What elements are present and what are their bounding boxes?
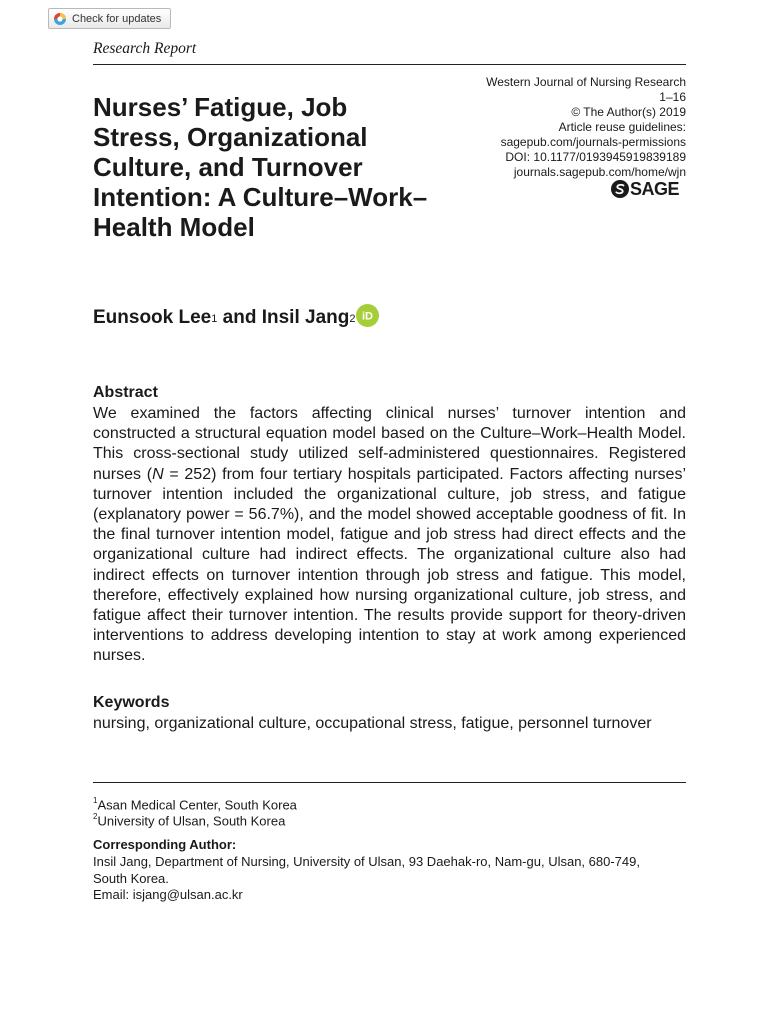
affiliation-1-text: Asan Medical Center, South Korea <box>97 797 297 813</box>
affiliation-1-marker: 1 <box>93 796 98 805</box>
sage-mark-icon <box>611 180 629 198</box>
journal-homepage-link[interactable]: journals.sagepub.com/home/wjn <box>513 165 686 179</box>
crossmark-icon <box>54 13 66 25</box>
keywords-heading: Keywords <box>93 694 170 711</box>
sample-size-symbol: N <box>152 465 164 483</box>
affiliation-2-marker: 2 <box>93 812 98 821</box>
corresponding-author-address: Insil Jang, Department of Nursing, University of Ulsan, 93 Daehak-ro, Nam-gu, Ulsan, 680-749, South Korea. <box>93 854 640 886</box>
journal-name: Western Journal of Nursing Research <box>486 75 686 89</box>
check-for-updates-label: Check for updates <box>72 12 162 25</box>
header-divider <box>93 64 686 65</box>
reuse-label: Article reuse guidelines: <box>558 120 686 134</box>
abstract-text-part-2: = 252) from four tertiary hospitals participated. Factors affecting nurses’ turnover intention included the organizational culture, job stress, and fatigue (explanatory power = 56.7%), and the model showed acceptable goodness of fit. In the final turnover intention model, fatigue and job stress had direct effects and the organizational culture had indirect effects. The organizational culture also had indirect effects on turnover intention through job stress and fatigue. This model, therefore, effectively explained how nursing organizational culture, job stress, and fatigue affect their turnover intention. The results provide support for theory-driven interventions to address developing intention to stay at work among experienced nurses. <box>93 465 686 665</box>
page-range: 1–16 <box>659 90 686 104</box>
check-for-updates-button[interactable] <box>48 8 171 29</box>
copyright: © The Author(s) 2019 <box>571 105 686 119</box>
affiliation-2-text: University of Ulsan, South Korea <box>97 813 286 829</box>
affiliation-2 <box>93 810 285 829</box>
author-1: Eunsook Lee <box>93 307 212 328</box>
sage-wordmark: SAGE <box>630 179 680 199</box>
author-1-affil-marker: 1 <box>211 313 218 325</box>
orcid-icon[interactable] <box>356 304 379 327</box>
corresponding-author-details <box>93 854 673 904</box>
footnote-divider <box>93 782 686 783</box>
author-2-affil-marker: 2 <box>349 313 356 325</box>
doi[interactable]: DOI: 10.1177/0193945919839189 <box>505 150 686 164</box>
abstract-heading: Abstract <box>93 384 158 401</box>
reuse-link[interactable]: sagepub.com/journals-permissions <box>500 135 686 149</box>
journal-meta <box>426 75 686 180</box>
keywords-text: nursing, organizational culture, occupational stress, fatigue, personnel turnover <box>93 715 652 732</box>
authors <box>93 300 379 329</box>
abstract-text-part-1: We examined the factors affecting clinical nurses’ turnover intention and constructed a structural equation model based on the Culture–Work–Health Model. This cross-sectional study utilized self-administered questionnaires. Registered nurses ( <box>93 405 686 483</box>
corresponding-author-heading: Corresponding Author: <box>93 837 237 852</box>
section-label: Research Report <box>93 40 197 57</box>
sage-logo <box>611 178 679 200</box>
authors-and: and <box>217 307 262 328</box>
corresponding-author-email[interactable]: Email: isjang@ulsan.ac.kr <box>93 887 243 902</box>
author-2: Insil Jang <box>261 307 350 328</box>
abstract-text <box>93 404 686 667</box>
orcid-label: iD <box>362 310 374 323</box>
article-title: Nurses’ Fatigue, Job Stress, Organizational Culture, and Turnover Intention: A Culture–Work–Health Model <box>93 92 428 242</box>
